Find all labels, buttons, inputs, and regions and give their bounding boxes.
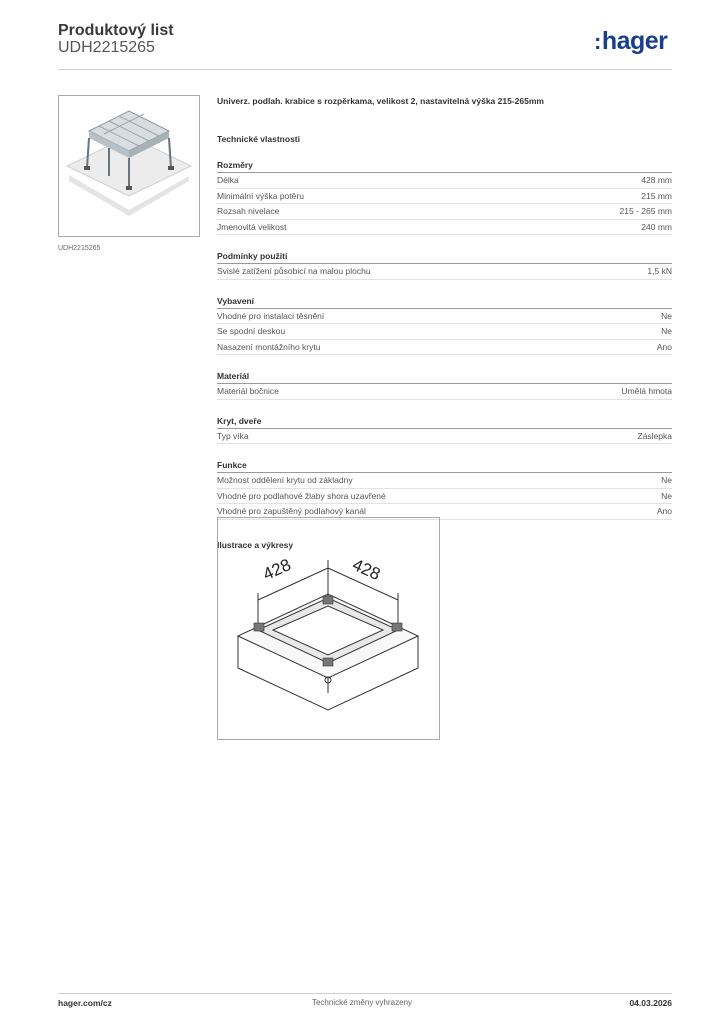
spec-value: Záslepka [637,430,672,441]
spec-row [217,324,672,340]
spec-group-title: Podmínky použití [217,251,672,264]
spec-group [217,160,672,235]
spec-row [217,220,672,236]
spec-row [217,489,672,505]
illustrations-title: Ilustrace a výkresy [217,539,294,550]
product-description: Univerz. podlah. krabice s rozpěrkama, velikost 2, nastavitelná výška 215-265mm [217,96,544,106]
dimension-label-left: 428 [260,555,294,584]
floor-box-photo-icon [59,96,199,236]
spec-label: Minimální výška potěru [217,190,304,201]
spec-value: Ano [656,341,672,352]
spec-row [217,384,672,400]
spec-value: Ne [661,310,672,321]
spec-group-title: Materiál [217,371,672,384]
spec-group-title: Vybavení [217,296,672,309]
spec-value: Ne [661,475,672,485]
footer-divider [58,993,672,994]
spec-group [217,460,672,520]
spec-value: 215 - 265 mm [619,206,672,216]
specifications [217,96,672,550]
spec-value: Ne [661,490,672,501]
spec-row [217,429,672,445]
spec-value: 428 mm [641,175,672,185]
page-title: Produktový list [58,22,174,39]
spec-group-title: Rozměry [217,160,672,173]
header-divider [58,69,672,70]
hager-logo[interactable]: :hager [594,27,668,55]
technical-title: Technické vlastnosti [217,134,300,144]
footer-disclaimer: Technické změny vyhrazeny [311,998,413,1007]
spec-value: Umělá hmota [621,386,672,396]
spec-groups [217,160,672,520]
technical-drawing [217,517,440,740]
dimension-label-right: 428 [349,555,384,584]
spec-label: Typ víka [217,430,249,441]
spec-row [217,473,672,489]
logo-text: hager [601,27,668,55]
spec-group-title: Kryt, dveře [217,416,672,429]
spec-value: 240 mm [641,221,672,232]
spec-row [217,173,672,189]
spec-label: Vhodné pro zapuštěný podlahový kanál [217,506,366,516]
photo-caption: UDH2215265 [58,245,101,252]
spec-value: Ano [656,506,672,516]
spec-group [217,251,672,280]
spec-group [217,296,672,356]
spec-row [217,340,672,356]
spec-label: Vhodné pro instalaci těsnění [217,310,325,321]
spec-group [217,371,672,400]
product-code: UDH2215265 [58,39,155,56]
spec-value: 1,5 kN [647,266,672,276]
spec-value: 215 mm [641,190,672,201]
footer-website-link[interactable]: hager.com/cz [58,998,112,1008]
spec-row [217,309,672,325]
spec-label: Se spodní deskou [217,326,286,336]
product-photo [58,95,200,237]
spec-label: Vhodné pro podlahové žlaby shora uzavřené [217,490,386,501]
spec-label: Svislé zatížení působicí na malou plochu [217,266,371,276]
spec-group-title: Funkce [217,460,672,473]
spec-label: Jmenovitá velikost [217,221,287,232]
spec-label: Délka [217,175,239,185]
spec-label: Rozsah nivelace [217,206,280,216]
dimension-drawing-icon [218,518,439,739]
spec-row [217,189,672,205]
spec-label: Materiál bočnice [217,386,279,396]
spec-group [217,416,672,445]
spec-value: Ne [661,326,672,336]
spec-label: Možnost oddělení krytu od základny [217,475,353,485]
spec-row [217,204,672,220]
footer-date: 04.03.2026 [629,998,672,1008]
spec-label: Nasazení montážního krytu [217,341,321,352]
spec-row [217,264,672,280]
